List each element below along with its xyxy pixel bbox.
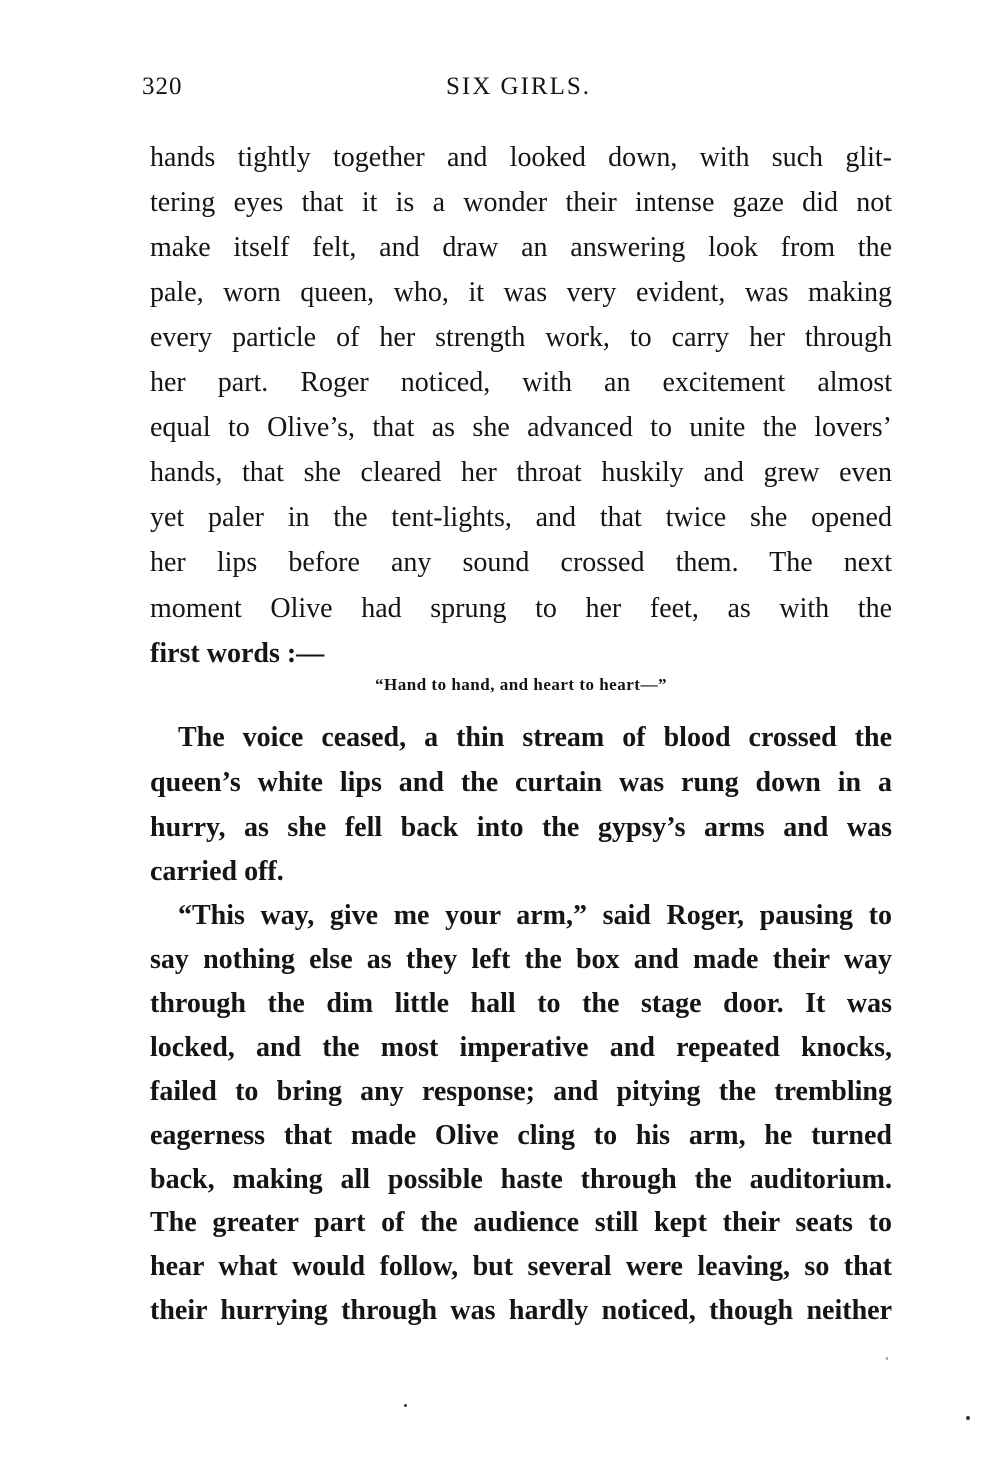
text-line: moment Olive had sprung to her feet, as with the [150, 593, 892, 624]
text-line: through the dim little hall to the stage door. It was [150, 988, 892, 1019]
page-header [142, 73, 895, 107]
text-line: make itself felt, and draw an answering look from the [150, 232, 892, 263]
scan-speck [886, 1357, 888, 1360]
running-title: SIX GIRLS. [445, 73, 591, 100]
text-line: hands tightly together and looked down, with such glit- [150, 142, 892, 173]
text-line: “This way, give me your arm,” said Roger, pausing to [178, 900, 892, 931]
verse-quotation: “Hand to hand, and heart to heart—” [375, 675, 667, 694]
text-line: The greater part of the audience still kept their seats to [150, 1207, 892, 1238]
text-line: her part. Roger noticed, with an excitement almost [150, 367, 892, 398]
text-line: hurry, as she fell back into the gypsy’s arms and was [150, 812, 892, 843]
text-line: pale, worn queen, who, it was very evident, was making [150, 277, 892, 308]
text-line: failed to bring any response; and pitying the trembling [150, 1076, 892, 1107]
text-line: every particle of her strength work, to carry her through [150, 322, 892, 353]
text-line: hear what would follow, but several were leaving, so that [150, 1251, 892, 1282]
page-number: 320 [142, 73, 183, 100]
text-line: locked, and the most imperative and repeated knocks, [150, 1032, 892, 1063]
text-line: tering eyes that it is a wonder their intense gaze did not [150, 187, 892, 218]
text-line: say nothing else as they left the box and made their way [150, 944, 892, 975]
scan-speck [966, 1416, 970, 1420]
text-line: queen’s white lips and the curtain was rung down in a [150, 767, 892, 798]
scan-speck [404, 1404, 407, 1407]
text-line: back, making all possible haste through the auditorium. [150, 1164, 892, 1195]
text-line: her lips before any sound crossed them. The next [150, 547, 892, 578]
text-line: carried off. [150, 856, 284, 887]
text-line: eagerness that made Olive cling to his arm, he turned [150, 1120, 892, 1151]
text-line: hands, that she cleared her throat huskily and grew even [150, 457, 892, 488]
text-line: The voice ceased, a thin stream of blood crossed the [178, 722, 892, 753]
text-line: their hurrying through was hardly noticed, though neither [150, 1295, 892, 1326]
text-line: yet paler in the tent-lights, and that twice she opened [150, 502, 892, 533]
text-line: equal to Olive’s, that as she advanced to unite the lovers’ [150, 412, 892, 443]
text-line: first words :— [150, 638, 325, 669]
